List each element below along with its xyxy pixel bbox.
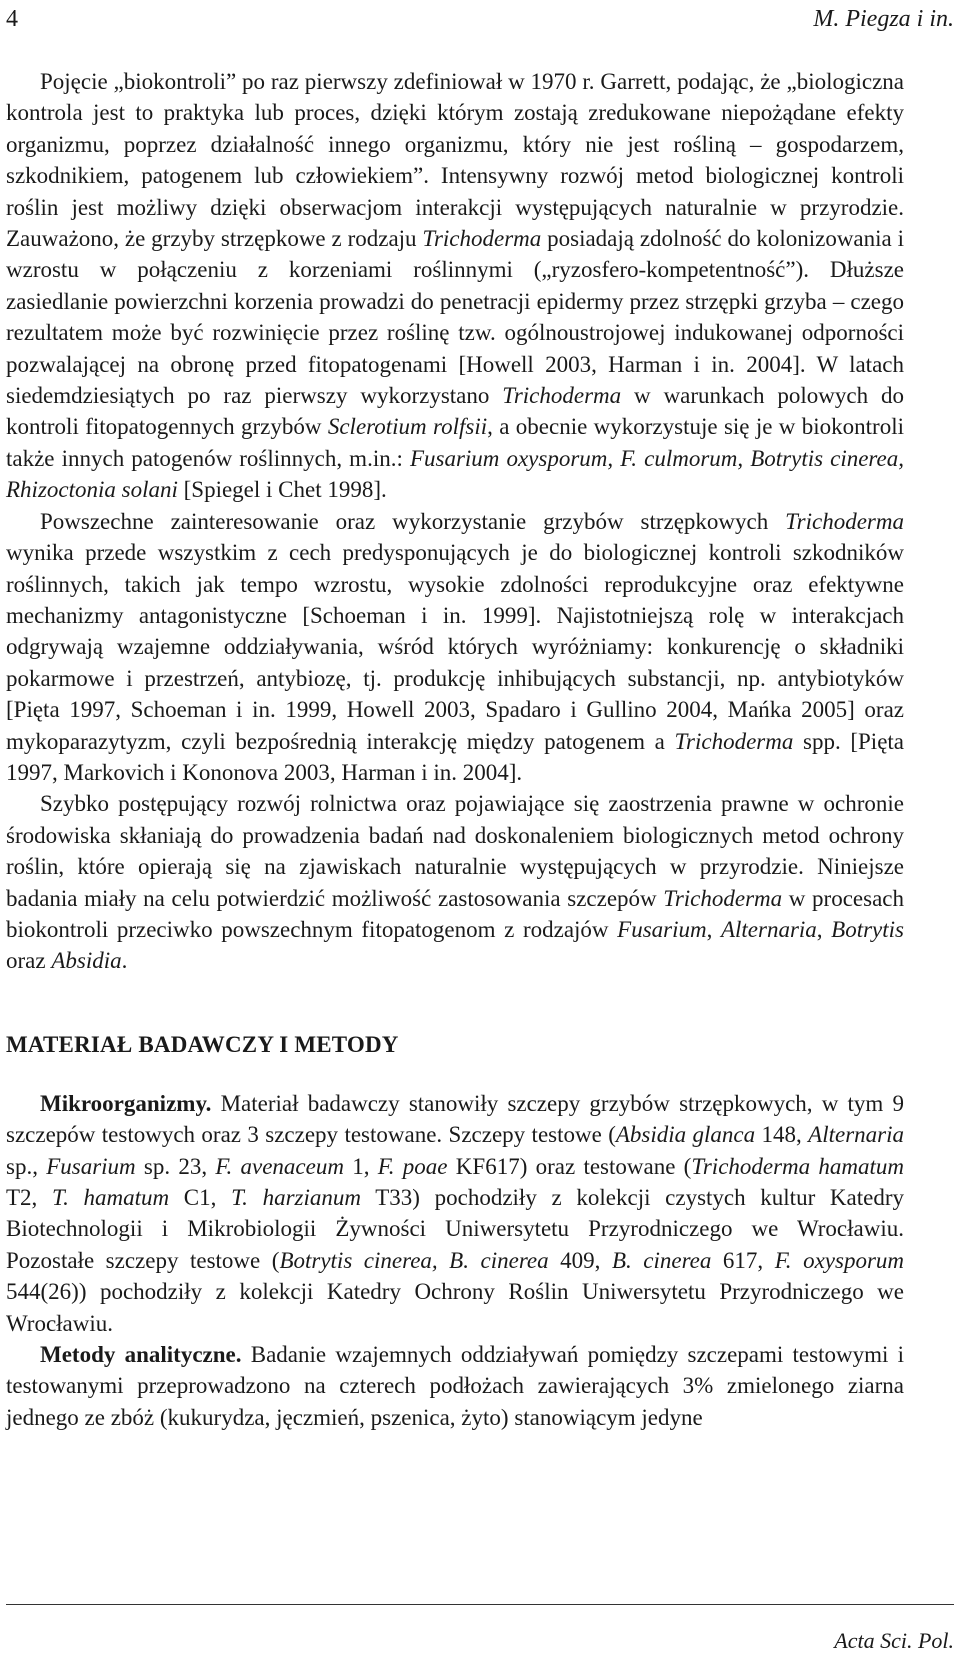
article-body (6, 66, 904, 1433)
page-number: 4 (6, 6, 18, 32)
footer-rule (6, 1604, 954, 1605)
text-run: posiadają zdolność do kolonizowania i wzrostu w połączeniu z korzeniami roślinnymi („ryzosfero-kompetentność”). Dłuższe zasiedlanie powierzchni korzenia prowadzi do penetracji epidermy przez strzępki grzyba – czego rezultatem może być rozwinięcie przez roślinę tzw. ogólnoustrojowej indukowanej odporności pozwalającej na obronę przed fitopatogenami [Howell 2003, Harman i in. 2004]. W latach siedemdziesiątych po raz pierwszy wykorzystano (6, 226, 904, 409)
paragraph-garrett (6, 66, 904, 506)
paragraph-analytical-methods (6, 1339, 904, 1433)
text-run: , (816, 916, 832, 942)
text-run: 617, (711, 1247, 775, 1273)
text-run: Szybko postępujący rozwój rolnictwa oraz pojawiające się zaostrzenia prawne w ochronie środowiska skłaniają do prowadzenia badań nad doskonaleniem biologicznych metod ochrony roślin, które opierają się na zjawiskach naturalnie występujących w przyrodzie. Niniejsze badania miały na celu potwierdzić możliwość zastosowania szczepów (6, 791, 904, 911)
italic-term: Alternaria (720, 916, 817, 942)
text-run: sp. 23, (135, 1153, 216, 1179)
text-run: sp., (6, 1153, 47, 1179)
italic-term: Trichoderma (785, 508, 904, 534)
text-run: KF617) oraz testowane ( (447, 1153, 692, 1179)
italic-term: Trichoderma (663, 885, 783, 911)
journal-name: Acta Sci. Pol. (834, 1628, 954, 1653)
text-run: Badanie wzajemnych oddziaływań pomiędzy szczepami testowymi i testowanymi przeprowadzono na czterech podłożach zawierających 3% zmielonego ziarna jednego ze zbóż (kukurydza, jęczmień, pszenica, żyto) stanowiącym jedyne (6, 1342, 904, 1430)
page-header (6, 6, 954, 36)
text-run: 544(26)) pochodziły z kolekcji Katedry Ochrony Roślin Uniwersytetu Przyrodniczego we Wrocławiu. (6, 1279, 904, 1336)
text-run: w procesach biokontroli przeciwko powszechnym fitopatogenom z rodzajów (6, 885, 904, 942)
italic-term: Sclerotium rolfsii (327, 414, 488, 440)
text-run: , (706, 916, 721, 942)
run-in-subheading: Metody analityczne. (40, 1342, 242, 1368)
text-run: [Spiegel i Chet 1998]. (177, 477, 387, 503)
text-run: 409, (548, 1247, 612, 1273)
italic-term: T. hamatum (51, 1185, 170, 1210)
run-in-subheading: Mikroorganizmy. (40, 1090, 212, 1116)
italic-term: F. oxysporum (774, 1247, 905, 1273)
text-run: Pojęcie „biokontroli” po raz pierwszy zdefiniował w 1970 r. Garrett, podając, że „biologiczna kontrola jest to praktyka lub proces, dzięki którym zostają zredukowane niepożądane efekty organizmu, poprzez działalność innego organizmu, który nie jest rośliną – gospodarzem, szkodnikiem, patogenem lub człowiekiem”. Intensywny rozwój metod biologicznej kontroli roślin jest możliwy dzięki obserwacjom interakcji występujących naturalnie w przyrodzie. Zauważono, że grzyby strzępkowe z rodzaju (6, 69, 904, 252)
running-head: M. Piegza i in. (813, 6, 954, 32)
text-run: Powszechne zainteresowanie oraz wykorzystanie grzybów strzępkowych (40, 508, 786, 534)
italic-term: Trichoderma hamatum (691, 1153, 905, 1179)
text-run: 148, (755, 1122, 809, 1148)
text-run: wynika przede wszystkim z cech predysponujących je do biologicznej kontroli szkodników roślinnych, takich jak tempo wzrostu, wysokie zdolności reprodukcyjne oraz efektywne mechanizmy antagonistyczne [Schoeman i in. 1999]. Najistotniejszą rolę w interakcjach odgrywają wzajemne oddziaływania, wśród których wyróżniamy: konkurencję o składniki pokarmowe i przestrzeń, antybiozę, tj. produkcję inhibujących substancji, np. antybiotyków [Pięta 1997, Schoeman i in. 1999, Howell 2003, Spadaro i Gullino 2004, Mańka 2005] oraz mykoparazytyzm, czyli bezpośrednią interakcję między patogenem a (6, 540, 904, 754)
paragraph-microorganisms (6, 1088, 904, 1339)
italic-term: Fusarium oxysporum, F. culmorum, Botrytis cinerea, Rhizoctonia solani (6, 445, 904, 503)
italic-term: B. cinerea (611, 1247, 712, 1273)
paragraph-trichoderma-mechanisms (6, 506, 904, 789)
italic-term: F. avenaceum (215, 1153, 344, 1179)
text-run: spp. [Pięta 1997, Markovich i Kononova 2003, Harman i in. 2004]. (6, 728, 904, 785)
text-run: Materiał badawczy stanowiły szczepy grzybów strzępkowych, w tym 9 szczepów testowych oraz 3 szczepy testowane. Szczepy testowe ( (6, 1090, 904, 1148)
text-run: oraz (6, 948, 52, 974)
italic-term: F. poae (377, 1153, 448, 1179)
text-run: 1, (343, 1153, 378, 1179)
text-run: T33) pochodziły z kolekcji czystych kultur Katedry Biotechnologii i Mikrobiologii Żywności Uniwersytetu Przyrodniczego we Wrocławiu. Pozostałe szczepy testowe ( (6, 1185, 904, 1273)
italic-term: Trichoderma (674, 728, 794, 754)
text-run: C1, (169, 1185, 232, 1210)
italic-term: Alternaria (808, 1122, 904, 1148)
italic-term: Absidia glanca (615, 1122, 756, 1148)
italic-term: Botrytis (831, 916, 904, 942)
paragraph-research-aim (6, 788, 904, 976)
italic-term: T. harzianum (231, 1185, 361, 1210)
text-run: T2, (6, 1185, 52, 1210)
text-run: w warunkach polowych do kontroli fitopatogennych grzybów (6, 383, 904, 440)
italic-term: Fusarium (617, 916, 707, 942)
text-run: , a obecnie wykorzystuje się je w biokontroli także innych patogenów roślinnych, m.in.: (6, 414, 904, 471)
italic-term: Botrytis cinerea, B. cinerea (279, 1247, 549, 1273)
italic-term: Trichoderma (422, 226, 542, 252)
text-run: . (121, 948, 128, 974)
italic-term: Absidia (51, 948, 122, 974)
italic-term: Trichoderma (502, 383, 622, 409)
section-heading: MATERIAŁ BADAWCZY I METODY (6, 1031, 399, 1057)
italic-term: Fusarium (46, 1153, 136, 1179)
